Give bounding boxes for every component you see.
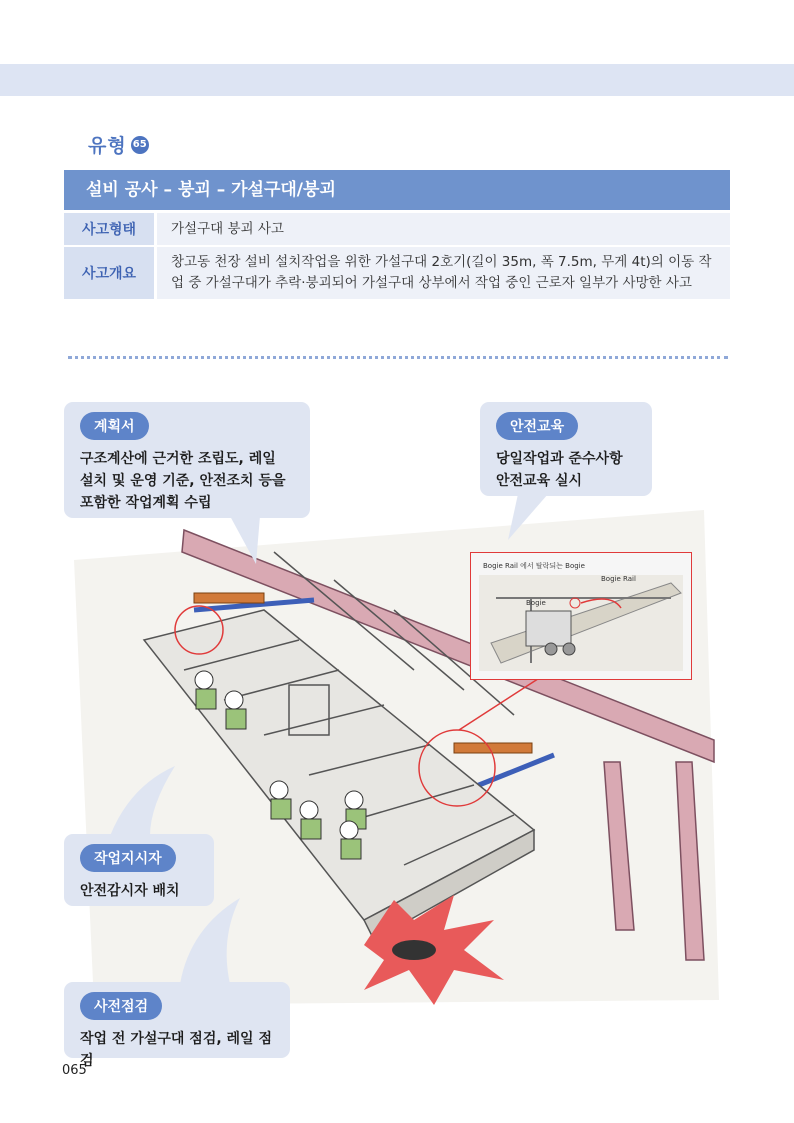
- callout-plan-tag: 계획서: [80, 412, 149, 440]
- accident-type-heading: [88, 131, 149, 158]
- top-band: [0, 64, 794, 96]
- type-word: 유형: [88, 135, 127, 157]
- bogie-inset-drawing: [471, 553, 691, 679]
- info-label: 사고형태: [64, 213, 154, 245]
- callout-supervisor-tail: [110, 766, 180, 836]
- callout-plan-tail: [230, 516, 270, 566]
- page-number: 065: [62, 1063, 87, 1078]
- info-value: 가설구대 붕괴 사고: [157, 213, 730, 245]
- type-number-badge: 65: [131, 136, 149, 154]
- page-title: 설비 공사 – 붕괴 – 가설구대/붕괴: [64, 170, 730, 210]
- callout-education-tag: 안전교육: [496, 412, 578, 440]
- callout-supervisor: [64, 834, 214, 906]
- info-row-accident-summary: [64, 247, 730, 299]
- bogie-inset: [470, 552, 692, 680]
- info-row-accident-form: [64, 213, 730, 245]
- callout-education-tail: [508, 494, 558, 544]
- callout-education: [480, 402, 652, 496]
- inset-rail-label: Bogie Rail: [601, 575, 636, 583]
- callout-plan: [64, 402, 310, 518]
- callout-education-text: 당일작업과 준수사항 안전교육 실시: [496, 451, 623, 489]
- callout-inspection-tail: [180, 898, 250, 984]
- inset-caption: Bogie Rail 에서 탈락되는 Bogie: [483, 562, 585, 570]
- inset-bogie-label: Bogie: [526, 599, 546, 607]
- dotted-divider: [68, 356, 728, 359]
- info-value: 창고동 천장 설비 설치작업을 위한 가설구대 2호기(길이 35m, 폭 7.5m, 무게 4t)의 이동 작업 중 가설구대가 추락·붕괴되어 가설구대 상부에서 작업 중인 근로자 일부가 사망한 사고: [157, 247, 730, 299]
- callout-inspection: [64, 982, 290, 1069]
- callout-inspection-tag: 사전점검: [80, 992, 162, 1020]
- callout-plan-text: 구조계산에 근거한 조립도, 레일 설치 및 운영 기준, 안전조치 등을 포함한 작업계획 수립: [80, 451, 286, 511]
- callout-inspection-text: 작업 전 가설구대 점검, 레일 점검: [80, 1031, 272, 1069]
- info-label: 사고개요: [64, 247, 154, 299]
- callout-supervisor-tag: 작업지시자: [80, 844, 176, 872]
- callout-supervisor-text: 안전감시자 배치: [80, 883, 180, 899]
